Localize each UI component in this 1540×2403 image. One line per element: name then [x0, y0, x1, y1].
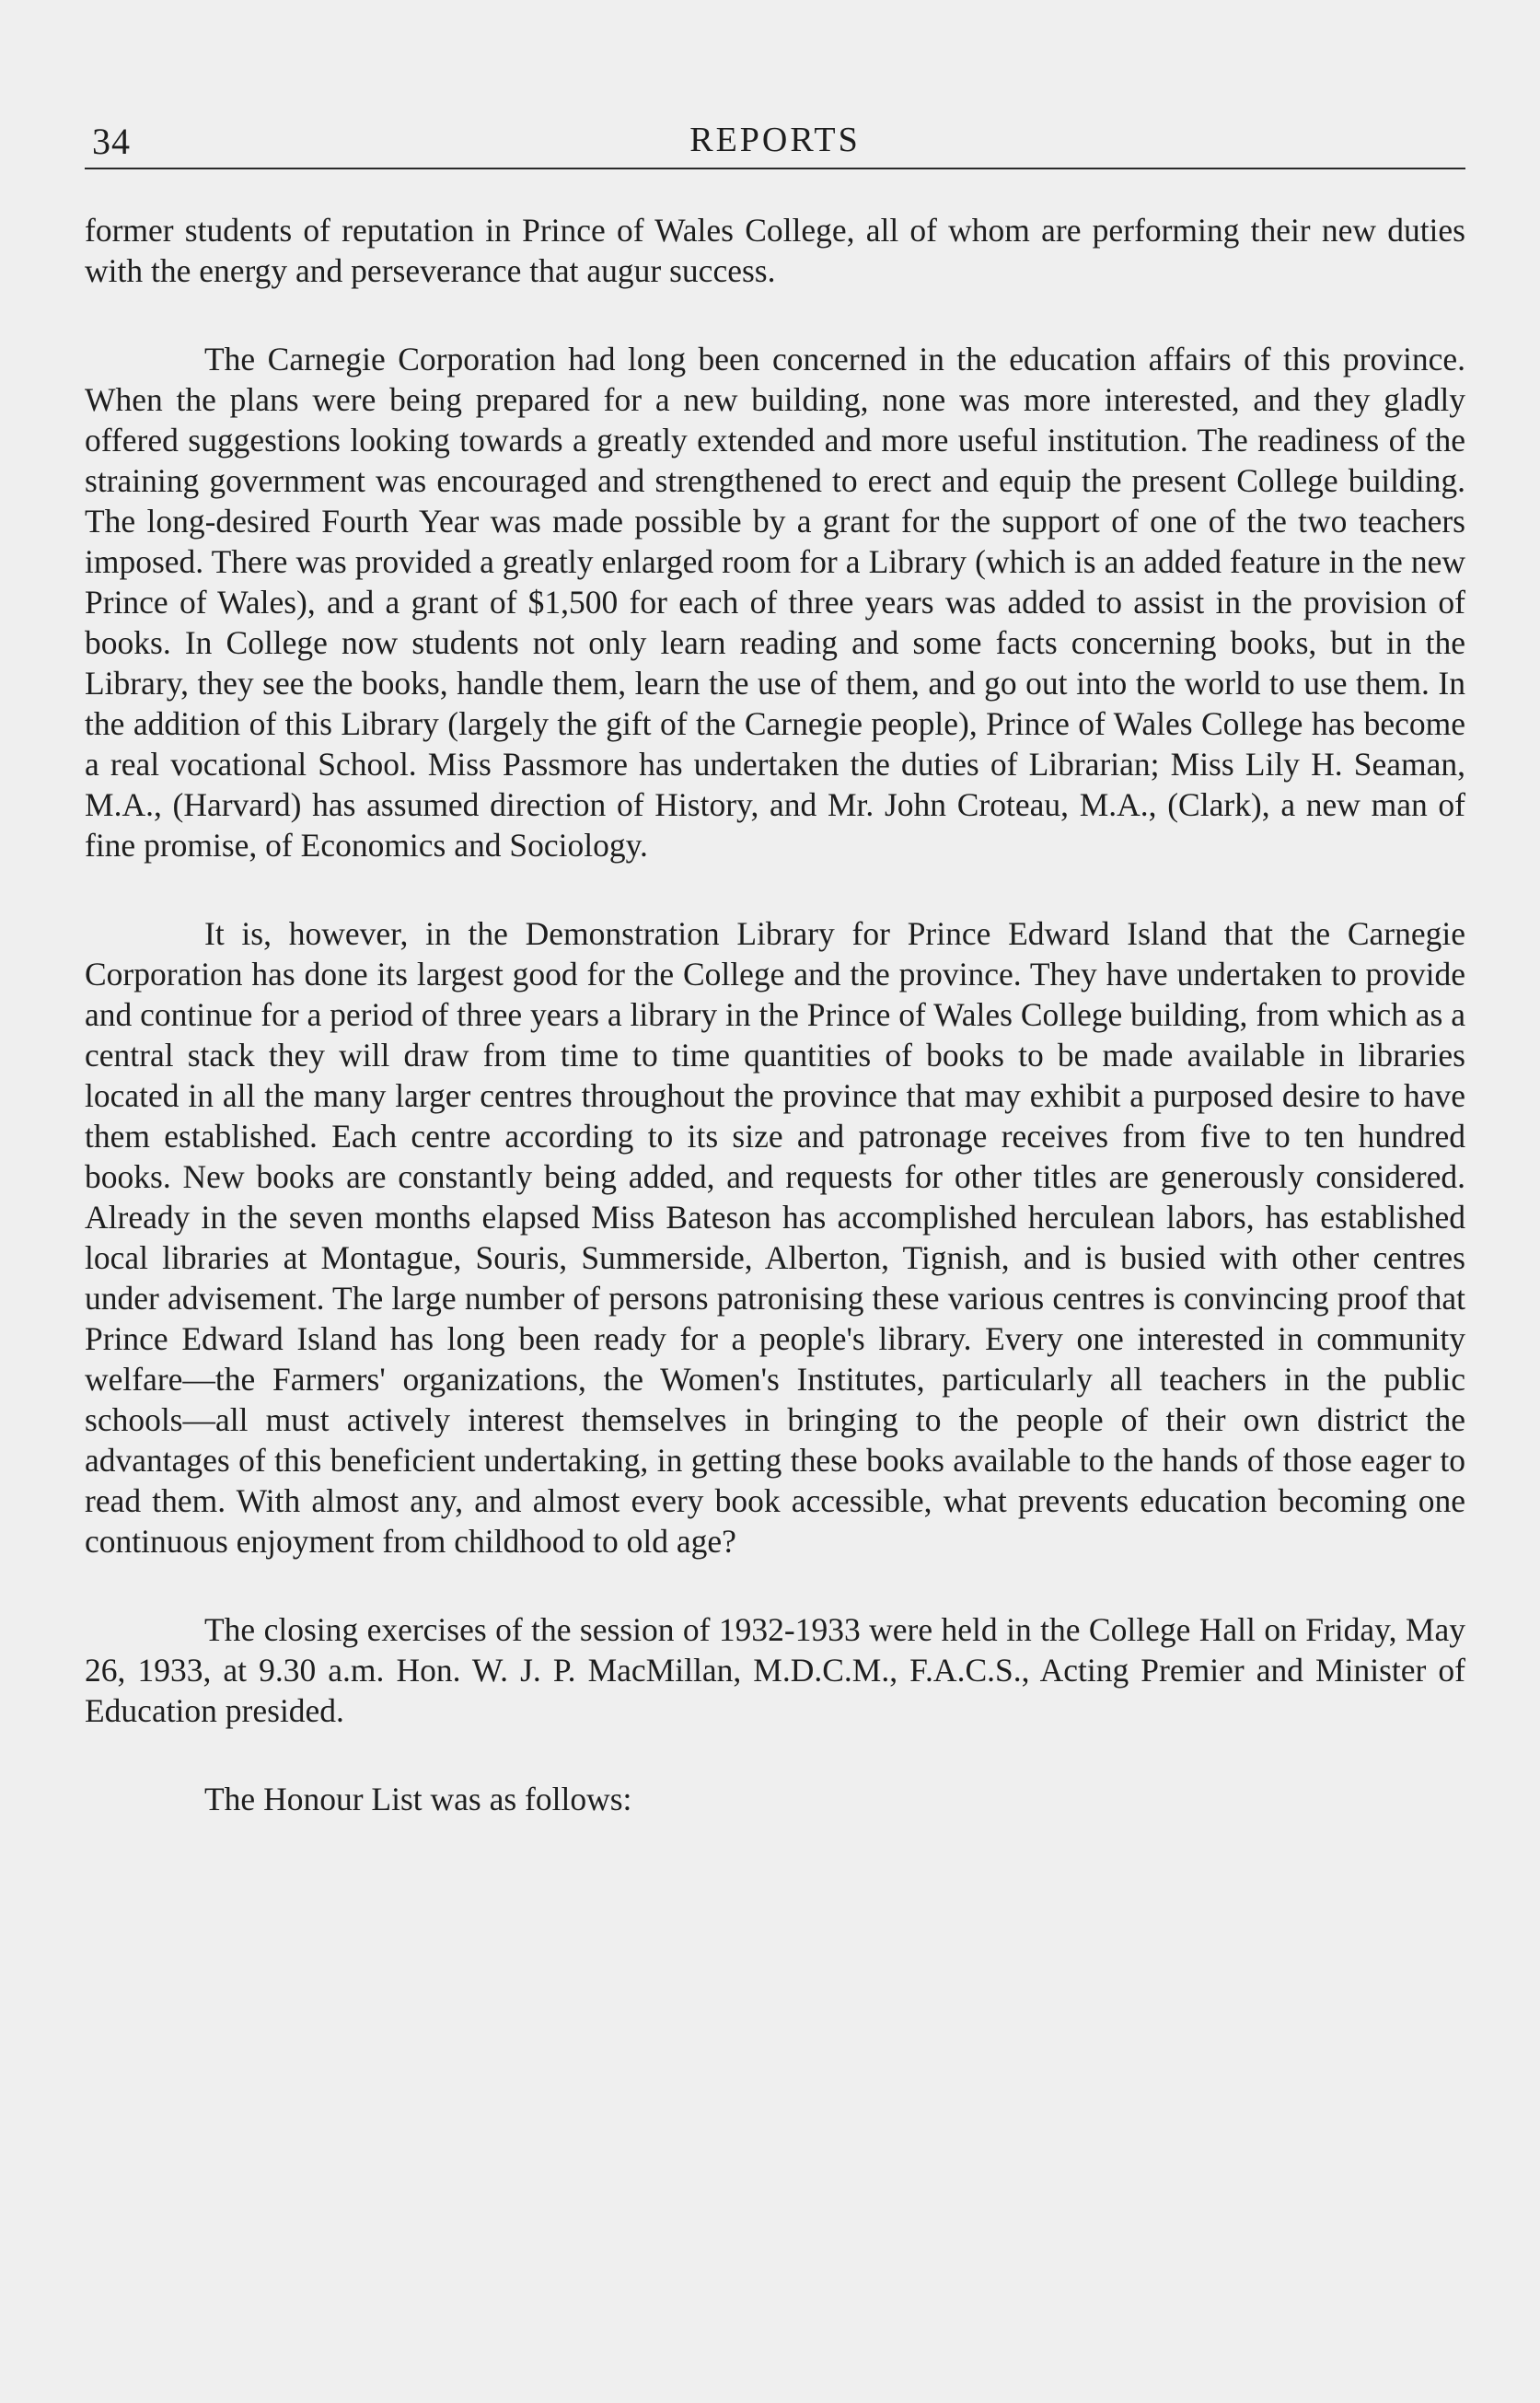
page-number: 34: [92, 121, 131, 162]
paragraph-honour-list: The Honour List was as follows:: [204, 1781, 632, 1817]
body-text: [85, 210, 1465, 1819]
page-header: [85, 120, 1465, 169]
paragraph-carnegie-corporation: The Carnegie Corporation had long been concerned in the education affairs of this province. When the plans were being prepared for a new building, none was more interested, and they gladly offered suggestions looking towards a greatly extended and more useful institution. The readiness of the straining government was encouraged and strengthened to erect and equip the present College building. The long-desired Fourth Year was made possible by a grant for the support of one of the two teachers imposed. There was provided a greatly enlarged room for a Library (which is an added feature in the new Prince of Wales), and a grant of $1,500 for each of three years was added to assist in the provision of books. In College now students not only learn reading and some facts concerning books, but in the Library, they see the books, handle them, learn the use of them, and go out into the world to use them. In the addition of this Library (largely the gift of the Carnegie people), Prince of Wales College has become a real vocational School. Miss Passmore has undertaken the duties of Librarian; Miss Lily H. Seaman, M.A., (Harvard) has assumed direction of History, and Mr. John Croteau, M.A., (Clark), a new man of fine promise, of Economics and Sociology.: [85, 341, 1465, 864]
paragraph-closing-exercises: The closing exercises of the session of 1932-1933 were held in the College Hall on Friday, May 26, 1933, at 9.30 a.m. Hon. W. J. P. MacMillan, M.D.C.M., F.A.C.S., Acting Premier and Minister of Education presided.: [85, 1611, 1465, 1729]
running-head-title: REPORTS: [689, 121, 861, 159]
paragraph-continuation: former students of reputation in Prince of Wales College, all of whom are performing their new duties with the energy and perseverance that augur success.: [85, 212, 1465, 289]
paragraph-demonstration-library: It is, however, in the Demonstration Library for Prince Edward Island that the Carnegie Corporation has done its largest good for the College and the province. They have undertaken to provide and continue for a period of three years a library in the Prince of Wales College building, from which as a central stack they will draw from time to time quantities of books to be made available in libraries located in all the many larger centres throughout the province that may exhibit a purposed desire to have them established. Each centre according to its size and patronage receives from five to ten hundred books. New books are constantly being added, and requests for other titles are generously considered. Already in the seven months elapsed Miss Bateson has accomplished herculean labors, has established local libraries at Montague, Souris, Summerside, Alberton, Tignish, and is busied with other centres under advisement. The large number of persons patronising these various centres is convincing proof that Prince Edward Island has long been ready for a people's library. Every one interested in community welfare—the Farmers' organizations, the Women's Institutes, particularly all teachers in the public schools—all must actively interest themselves in bringing to the people of their own district the advantages of this beneficient undertaking, in getting these books available to the hands of those eager to read them. With almost any, and almost every book accessible, what prevents education becoming one continuous enjoyment from childhood to old age?: [85, 915, 1465, 1560]
